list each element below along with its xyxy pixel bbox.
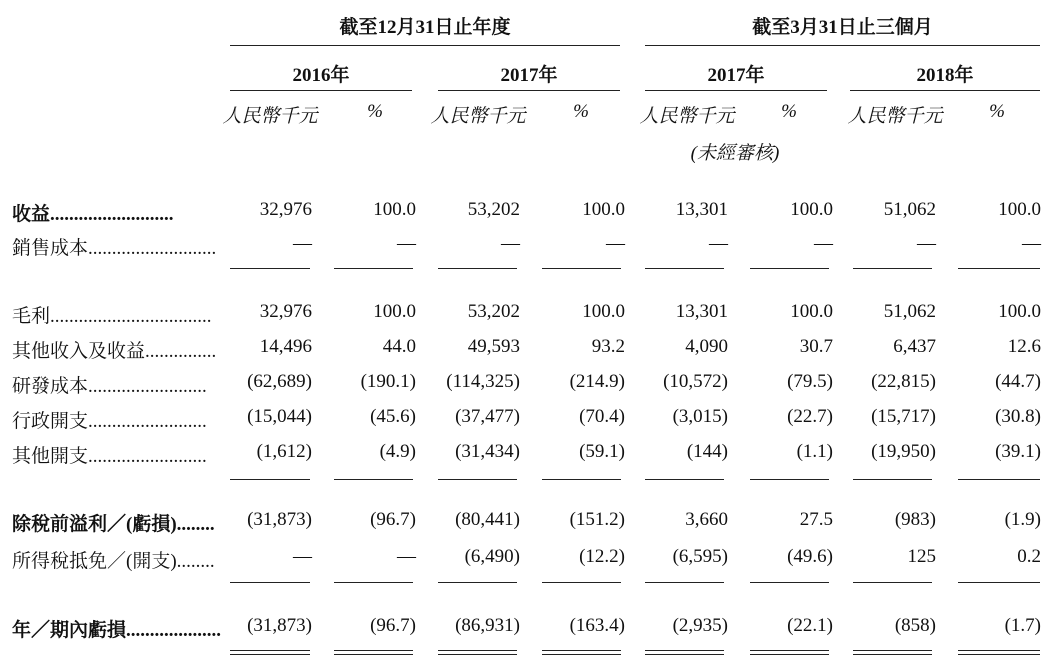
year-rule-2017-q (645, 90, 827, 91)
unaudited-note: (未經審核) (690, 143, 780, 164)
subtotal-rule (334, 268, 413, 269)
subtotal-rule (958, 268, 1040, 269)
subtotal-rule (334, 582, 413, 583)
cell-pct-2018-q: 100.0 (998, 301, 1041, 322)
cell-pct-2016: (96.7) (370, 615, 416, 636)
cell-pct-2017-q: (22.1) (787, 615, 833, 636)
row-label-text: 其他收入及收益 (12, 341, 146, 362)
cell-amount-2016: — (293, 546, 312, 567)
pct-header-2018-q: % (989, 101, 1005, 122)
cell-amount-2018-q: 51,062 (883, 301, 936, 322)
cell-pct-2016: (96.7) (370, 509, 416, 530)
subtotal-rule (645, 582, 724, 583)
unit-header-2017: 人民幣千元 (430, 106, 526, 127)
pct-header-2017-q: % (781, 101, 797, 122)
row-leader-dots: ............... (145, 341, 217, 362)
cell-pct-2018-q: (1.9) (1004, 509, 1041, 530)
row-leader-dots: .................................. (50, 306, 212, 327)
subtotal-rule (334, 479, 413, 480)
row-leader-dots: ......................... (88, 446, 207, 467)
cell-amount-2017: 49,593 (467, 336, 520, 357)
cell-pct-2017: (59.1) (579, 441, 625, 462)
cell-amount-2017-q: (6,595) (672, 546, 728, 567)
cell-amount-2018-q: (19,950) (871, 441, 936, 462)
subtotal-rule (542, 479, 621, 480)
cell-pct-2016: — (397, 546, 416, 567)
total-double-rule (230, 650, 310, 655)
cell-amount-2017-q: 3,660 (685, 509, 728, 530)
cell-pct-2018-q: (1.7) (1004, 615, 1041, 636)
cell-pct-2016: 100.0 (373, 301, 416, 322)
cell-pct-2017: (214.9) (569, 371, 625, 392)
cell-amount-2016: (62,689) (247, 371, 312, 392)
subtotal-rule (853, 479, 932, 480)
cell-pct-2017: 93.2 (591, 336, 625, 357)
subtotal-rule (438, 268, 517, 269)
cell-pct-2017-q: 27.5 (799, 509, 833, 530)
cell-pct-2017-q: 100.0 (790, 301, 833, 322)
cell-pct-2017-q: — (814, 233, 833, 254)
cell-pct-2016: 44.0 (382, 336, 416, 357)
year-rule-2017 (438, 90, 620, 91)
cell-pct-2017-q: 100.0 (790, 199, 833, 220)
row-label (12, 371, 207, 398)
cell-pct-2017: — (606, 233, 625, 254)
cell-pct-2017: (12.2) (579, 546, 625, 567)
total-double-rule (542, 650, 621, 655)
cell-amount-2017: (86,931) (455, 615, 520, 636)
subtotal-rule (230, 479, 310, 480)
cell-amount-2016: 14,496 (259, 336, 312, 357)
cell-amount-2018-q: (983) (894, 509, 936, 530)
cell-amount-2017: (6,490) (464, 546, 520, 567)
total-double-rule (438, 650, 517, 655)
row-leader-dots: ........................... (88, 238, 217, 259)
row-label-text: 其他開支 (12, 446, 89, 467)
cell-amount-2017: (80,441) (455, 509, 520, 530)
row-label (12, 441, 207, 468)
cell-amount-2018-q: 51,062 (883, 199, 936, 220)
cell-amount-2017-q: 13,301 (675, 199, 728, 220)
cell-amount-2017: (31,434) (455, 441, 520, 462)
cell-amount-2017-q: 13,301 (675, 301, 728, 322)
row-label-text: 研發成本 (12, 376, 89, 397)
total-double-rule (853, 650, 932, 655)
year-header-2017: 2017年 (500, 65, 558, 86)
cell-amount-2017-q: (144) (686, 441, 728, 462)
cell-pct-2018-q: 0.2 (1017, 546, 1041, 567)
row-label-text: 年／期內虧損 (12, 620, 127, 641)
unit-header-2017-q: 人民幣千元 (639, 106, 735, 127)
row-label-text: 銷售成本 (12, 238, 89, 259)
cell-amount-2018-q: (858) (894, 615, 936, 636)
row-leader-dots: ......................... (88, 376, 207, 397)
cell-pct-2018-q: — (1022, 233, 1041, 254)
cell-pct-2017: (70.4) (579, 406, 625, 427)
row-label (12, 199, 174, 226)
pct-header-2016: % (367, 101, 383, 122)
subtotal-rule (958, 582, 1040, 583)
subtotal-rule (750, 268, 829, 269)
subtotal-rule (645, 268, 724, 269)
cell-amount-2017-q: (10,572) (663, 371, 728, 392)
year-header-2018-q: 2018年 (916, 65, 974, 86)
row-label-text: 毛利 (12, 306, 51, 327)
row-label-text: 所得稅抵免／(開支) (12, 551, 177, 572)
cell-pct-2018-q: (44.7) (995, 371, 1041, 392)
year-rule-2018-q (850, 90, 1040, 91)
cell-pct-2017-q: (49.6) (787, 546, 833, 567)
subtotal-rule (542, 268, 621, 269)
cell-pct-2018-q: (39.1) (995, 441, 1041, 462)
cell-amount-2016: (1,612) (256, 441, 312, 462)
cell-amount-2017-q: (2,935) (672, 615, 728, 636)
row-label-text: 行政開支 (12, 411, 89, 432)
year-header-2017-q: 2017年 (707, 65, 765, 86)
cell-pct-2018-q: 12.6 (1007, 336, 1041, 357)
cell-amount-2018-q: (15,717) (871, 406, 936, 427)
cell-amount-2017-q: (3,015) (672, 406, 728, 427)
row-label (12, 615, 221, 642)
unit-header-2016: 人民幣千元 (222, 106, 318, 127)
row-leader-dots: ......................... (88, 411, 207, 432)
cell-amount-2016: 32,976 (259, 199, 312, 220)
subtotal-rule (230, 268, 310, 269)
year-header-2016: 2016年 (292, 65, 350, 86)
row-leader-dots: ........ (176, 514, 215, 535)
subtotal-rule (853, 268, 932, 269)
subtotal-rule (230, 582, 310, 583)
total-double-rule (645, 650, 724, 655)
row-leader-dots: .................... (126, 620, 222, 641)
subtotal-rule (853, 582, 932, 583)
cell-pct-2016: (190.1) (360, 371, 416, 392)
subtotal-rule (438, 582, 517, 583)
row-label (12, 509, 215, 536)
row-label (12, 406, 207, 433)
cell-amount-2018-q: (22,815) (871, 371, 936, 392)
group-header-year: 截至12月31日止年度 (339, 17, 511, 38)
cell-pct-2017-q: (1.1) (796, 441, 833, 462)
cell-pct-2016: 100.0 (373, 199, 416, 220)
cell-amount-2016: (31,873) (247, 615, 312, 636)
row-label (12, 301, 212, 328)
subtotal-rule (645, 479, 724, 480)
cell-pct-2017-q: (22.7) (787, 406, 833, 427)
cell-pct-2017-q: 30.7 (799, 336, 833, 357)
cell-amount-2017-q: 4,090 (685, 336, 728, 357)
total-double-rule (750, 650, 829, 655)
cell-amount-2018-q: 125 (907, 546, 936, 567)
year-rule-2016 (230, 90, 412, 91)
cell-amount-2018-q: — (917, 233, 936, 254)
cell-amount-2017: — (501, 233, 520, 254)
total-double-rule (958, 650, 1040, 655)
subtotal-rule (958, 479, 1040, 480)
subtotal-rule (438, 479, 517, 480)
subtotal-rule (750, 582, 829, 583)
pct-header-2017: % (573, 101, 589, 122)
cell-amount-2016: (15,044) (247, 406, 312, 427)
subtotal-rule (750, 479, 829, 480)
cell-pct-2016: — (397, 233, 416, 254)
cell-amount-2016: 32,976 (259, 301, 312, 322)
cell-pct-2018-q: (30.8) (995, 406, 1041, 427)
cell-pct-2017: 100.0 (582, 301, 625, 322)
cell-amount-2018-q: 6,437 (893, 336, 936, 357)
unit-header-2018-q: 人民幣千元 (847, 106, 943, 127)
cell-amount-2017: 53,202 (467, 301, 520, 322)
row-label (12, 336, 216, 363)
group-rule-quarter (645, 45, 1040, 46)
subtotal-rule (542, 582, 621, 583)
cell-amount-2016: — (293, 233, 312, 254)
group-header-quarter: 截至3月31日止三個月 (752, 17, 933, 38)
cell-amount-2017: (37,477) (455, 406, 520, 427)
row-leader-dots: ........ (176, 551, 215, 572)
cell-pct-2017: (151.2) (569, 509, 625, 530)
cell-pct-2017-q: (79.5) (787, 371, 833, 392)
cell-pct-2017: 100.0 (582, 199, 625, 220)
row-label (12, 233, 216, 260)
row-label-text: 收益 (12, 204, 51, 225)
cell-amount-2017: 53,202 (467, 199, 520, 220)
row-leader-dots: .......................... (50, 204, 174, 225)
cell-amount-2017-q: — (709, 233, 728, 254)
cell-amount-2016: (31,873) (247, 509, 312, 530)
group-rule-year (230, 45, 620, 46)
row-label-text: 除稅前溢利／(虧損) (12, 514, 177, 535)
cell-pct-2017: (163.4) (569, 615, 625, 636)
total-double-rule (334, 650, 413, 655)
cell-pct-2016: (4.9) (379, 441, 416, 462)
cell-amount-2017: (114,325) (446, 371, 520, 392)
cell-pct-2016: (45.6) (370, 406, 416, 427)
row-label (12, 546, 215, 573)
cell-pct-2018-q: 100.0 (998, 199, 1041, 220)
